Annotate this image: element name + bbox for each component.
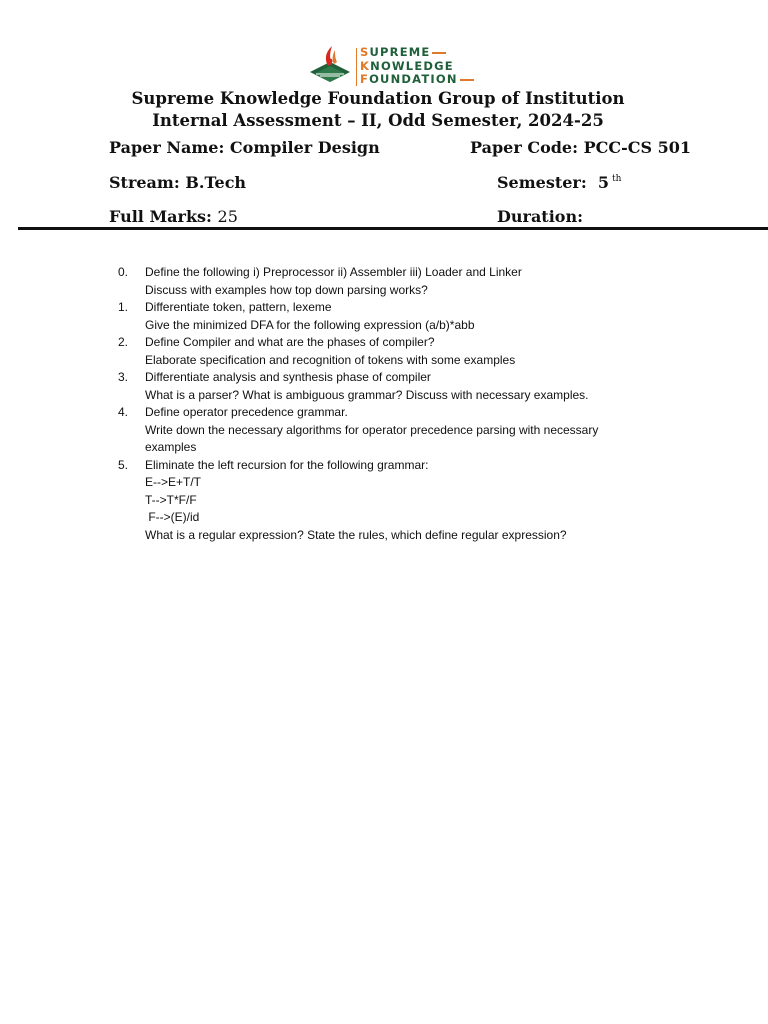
paper-code: Paper Code: PCC-CS 501: [470, 138, 691, 157]
logo-divider: [356, 48, 357, 86]
question-line: 4. Define operator precedence grammar.: [118, 405, 348, 419]
question-line: 2. Define Compiler and what are the phases of compiler?: [118, 335, 435, 349]
logo-wordmark: SUPREME KNOWLEDGE FOUNDATION: [360, 46, 474, 87]
question-line: 1. Differentiate token, pattern, lexeme: [118, 300, 332, 314]
question-line: examples: [145, 440, 197, 454]
assessment-title: Internal Assessment – II, Odd Semester, 2024-25: [152, 111, 604, 130]
question-list: [0, 264, 768, 544]
foundation-logo: [306, 44, 466, 90]
semester: Semester: 5 $^{th}$: [497, 173, 622, 192]
question-line: What is a regular expression? State the rules, which define regular expression?: [145, 527, 567, 542]
header-divider: [18, 227, 768, 230]
question-line: Give the minimized DFA for the following expression (a/b)*abb: [145, 317, 475, 332]
question-line: 3. Differentiate analysis and synthesis phase of compiler: [118, 370, 431, 384]
duration: Duration:: [497, 207, 583, 226]
question-line: T-->T*F/F: [145, 492, 197, 507]
question-line: Discuss with examples how top down parsing works?: [145, 282, 428, 297]
institution-title: Supreme Knowledge Foundation Group of Institution: [131, 89, 625, 108]
question-line: E-->E+T/T: [145, 475, 202, 489]
question-line: 0. Define the following i) Preprocessor ii) Assembler iii) Loader and Linker: [118, 265, 522, 279]
question-line: 5. Eliminate the left recursion for the following grammar:: [118, 457, 429, 472]
question-line: Elaborate specification and recognition of tokens with some examples: [145, 352, 516, 367]
full-marks: Full Marks: 25: [109, 207, 238, 226]
logo-emblem-icon: [306, 44, 354, 90]
question-line: What is a parser? What is ambiguous grammar? Discuss with necessary examples.: [145, 387, 589, 402]
stream: Stream: B.Tech: [109, 173, 247, 192]
paper-name: Paper Name: Compiler Design: [109, 138, 380, 157]
question-line: Write down the necessary algorithms for operator precedence parsing with necessary: [145, 422, 599, 437]
question-line: F-->(E)/id: [145, 510, 200, 524]
